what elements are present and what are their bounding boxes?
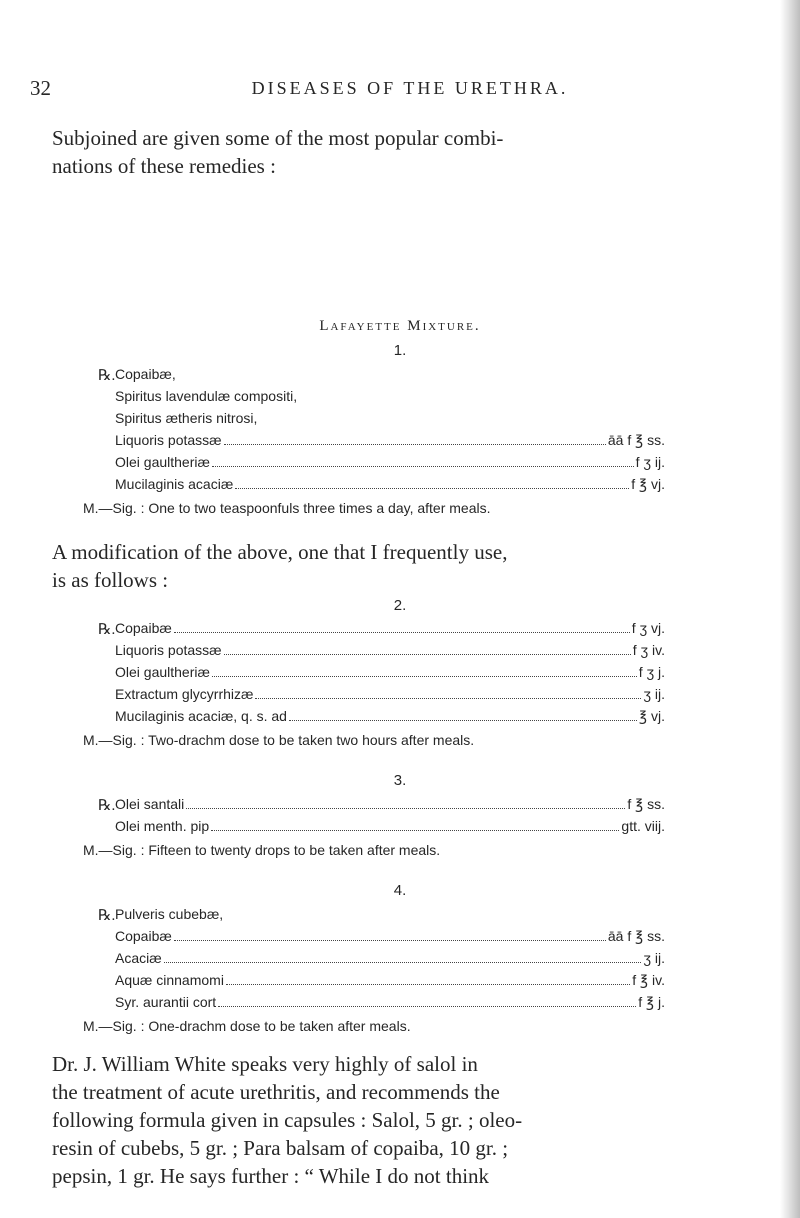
ingredient-name: Olei menth. pip [115, 818, 210, 834]
ingredient-amount: f ʒ ij. [635, 454, 665, 470]
leader-dots [212, 454, 634, 467]
running-head [0, 76, 800, 106]
ingredient-amount: f ℥ ss. [627, 796, 665, 812]
formula-line [115, 818, 665, 840]
ingredient-name: Syr. aurantii cort [115, 994, 217, 1010]
leader-dots [289, 708, 637, 721]
leader-dots [226, 972, 630, 985]
ingredient-name: Mucilaginis acaciæ [115, 476, 234, 492]
ingredient-name: Olei gaultheriæ [115, 664, 210, 680]
prescription-symbol: ℞. [98, 622, 116, 638]
formula-directions: M.—Sig. : One to two teaspoonfuls three times a day, after meals. [83, 500, 491, 516]
formula-line [115, 928, 665, 950]
formula-number: 4. [393, 882, 407, 899]
ingredient-amount: f ʒ vj. [631, 620, 665, 636]
formula-line [115, 686, 665, 708]
formula-line [115, 994, 665, 1016]
formula-number: 2. [393, 597, 407, 614]
formula-line [115, 388, 665, 410]
paragraph-line: is as follows : [52, 568, 169, 592]
formula-line [115, 410, 665, 432]
ingredient-name: Copaibæ [115, 620, 172, 636]
section-title: Lafayette Mixture. [319, 318, 481, 334]
paragraph-line: A modification of the above, one that I frequently use, [52, 540, 508, 564]
leader-dots [218, 994, 636, 1007]
formula-line [98, 366, 665, 388]
leader-dots [211, 818, 619, 831]
formula-line [115, 708, 665, 730]
leader-dots [212, 664, 637, 677]
ingredient-amount: ℥ vj. [639, 708, 665, 724]
page-number: 32 [30, 76, 51, 100]
formula-line [98, 620, 665, 642]
leader-dots [174, 620, 630, 633]
leader-dots [174, 928, 606, 941]
leader-dots [186, 796, 625, 809]
ingredient-name: Liquoris potassæ [115, 432, 222, 448]
ingredient-amount: ʒ ij. [643, 686, 665, 702]
intro-line: nations of these remedies : [52, 154, 276, 178]
intro-line: Subjoined are given some of the most popular combi- [52, 126, 504, 150]
ingredient-amount: āā f ℥ ss. [607, 432, 665, 448]
ingredient-name: Extractum glycyrrhizæ [115, 686, 254, 702]
formula-number: 1. [393, 342, 407, 359]
ingredient-amount: f ℥ vj. [631, 476, 665, 492]
formula-directions: M.—Sig. : Two-drachm dose to be taken two hours after meals. [83, 732, 475, 748]
paragraph-line: resin of cubebs, 5 gr. ; Para balsam of copaiba, 10 gr. ; [52, 1136, 509, 1160]
running-head-title: DISEASES OF THE URETHRA. [251, 78, 569, 98]
ingredient-name: Olei gaultheriæ [115, 454, 210, 470]
leader-dots [164, 950, 642, 963]
ingredient-amount: āā f ℥ ss. [607, 928, 665, 944]
paragraph-line: Dr. J. William White speaks very highly of salol in [52, 1052, 478, 1076]
ingredient-name: Copaibæ, [115, 366, 176, 382]
leader-dots [235, 476, 629, 489]
formula-line [115, 972, 665, 994]
ingredient-amount: f ʒ j. [638, 664, 665, 680]
ingredient-name: Mucilaginis acaciæ, q. s. ad [115, 708, 287, 724]
ingredient-name: Spiritus ætheris nitrosi, [115, 410, 258, 426]
leader-dots [224, 642, 631, 655]
leader-dots [224, 432, 606, 445]
formula-number: 3. [393, 772, 407, 789]
ingredient-amount: f ℥ iv. [632, 972, 665, 988]
ingredient-name: Aquæ cinnamomi [115, 972, 224, 988]
paragraph-line: pepsin, 1 gr. He says further : “ While I do not think [52, 1164, 490, 1188]
paragraph-line: following formula given in capsules : Salol, 5 gr. ; oleo- [52, 1108, 523, 1132]
formula-line [115, 476, 665, 498]
formula-directions: M.—Sig. : Fifteen to twenty drops to be taken after meals. [83, 842, 441, 858]
leader-dots [255, 686, 641, 699]
formula-line [98, 906, 665, 928]
formula-line [115, 950, 665, 972]
ingredient-amount: f ʒ iv. [632, 642, 665, 658]
paragraph-line: the treatment of acute urethritis, and recommends the [52, 1080, 500, 1104]
ingredient-name: Spiritus lavendulæ compositi, [115, 388, 298, 404]
ingredient-amount: gtt. viij. [621, 818, 665, 834]
formula-line [115, 432, 665, 454]
prescription-symbol: ℞. [98, 908, 116, 924]
ingredient-name: Liquoris potassæ [115, 642, 222, 658]
ingredient-name: Olei santali [115, 796, 185, 812]
formula-line [98, 796, 665, 818]
prescription-symbol: ℞. [98, 798, 116, 814]
formula-line [115, 664, 665, 686]
formula-line [115, 642, 665, 664]
ingredient-name: Copaibæ [115, 928, 172, 944]
formula-line [115, 454, 665, 476]
prescription-symbol: ℞. [98, 368, 116, 384]
formula-directions: M.—Sig. : One-drachm dose to be taken after meals. [83, 1018, 411, 1034]
ingredient-amount: ʒ ij. [643, 950, 665, 966]
ingredient-amount: f ℥ j. [638, 994, 665, 1010]
ingredient-name: Acaciæ [115, 950, 162, 966]
ingredient-name: Pulveris cubebæ, [115, 906, 224, 922]
